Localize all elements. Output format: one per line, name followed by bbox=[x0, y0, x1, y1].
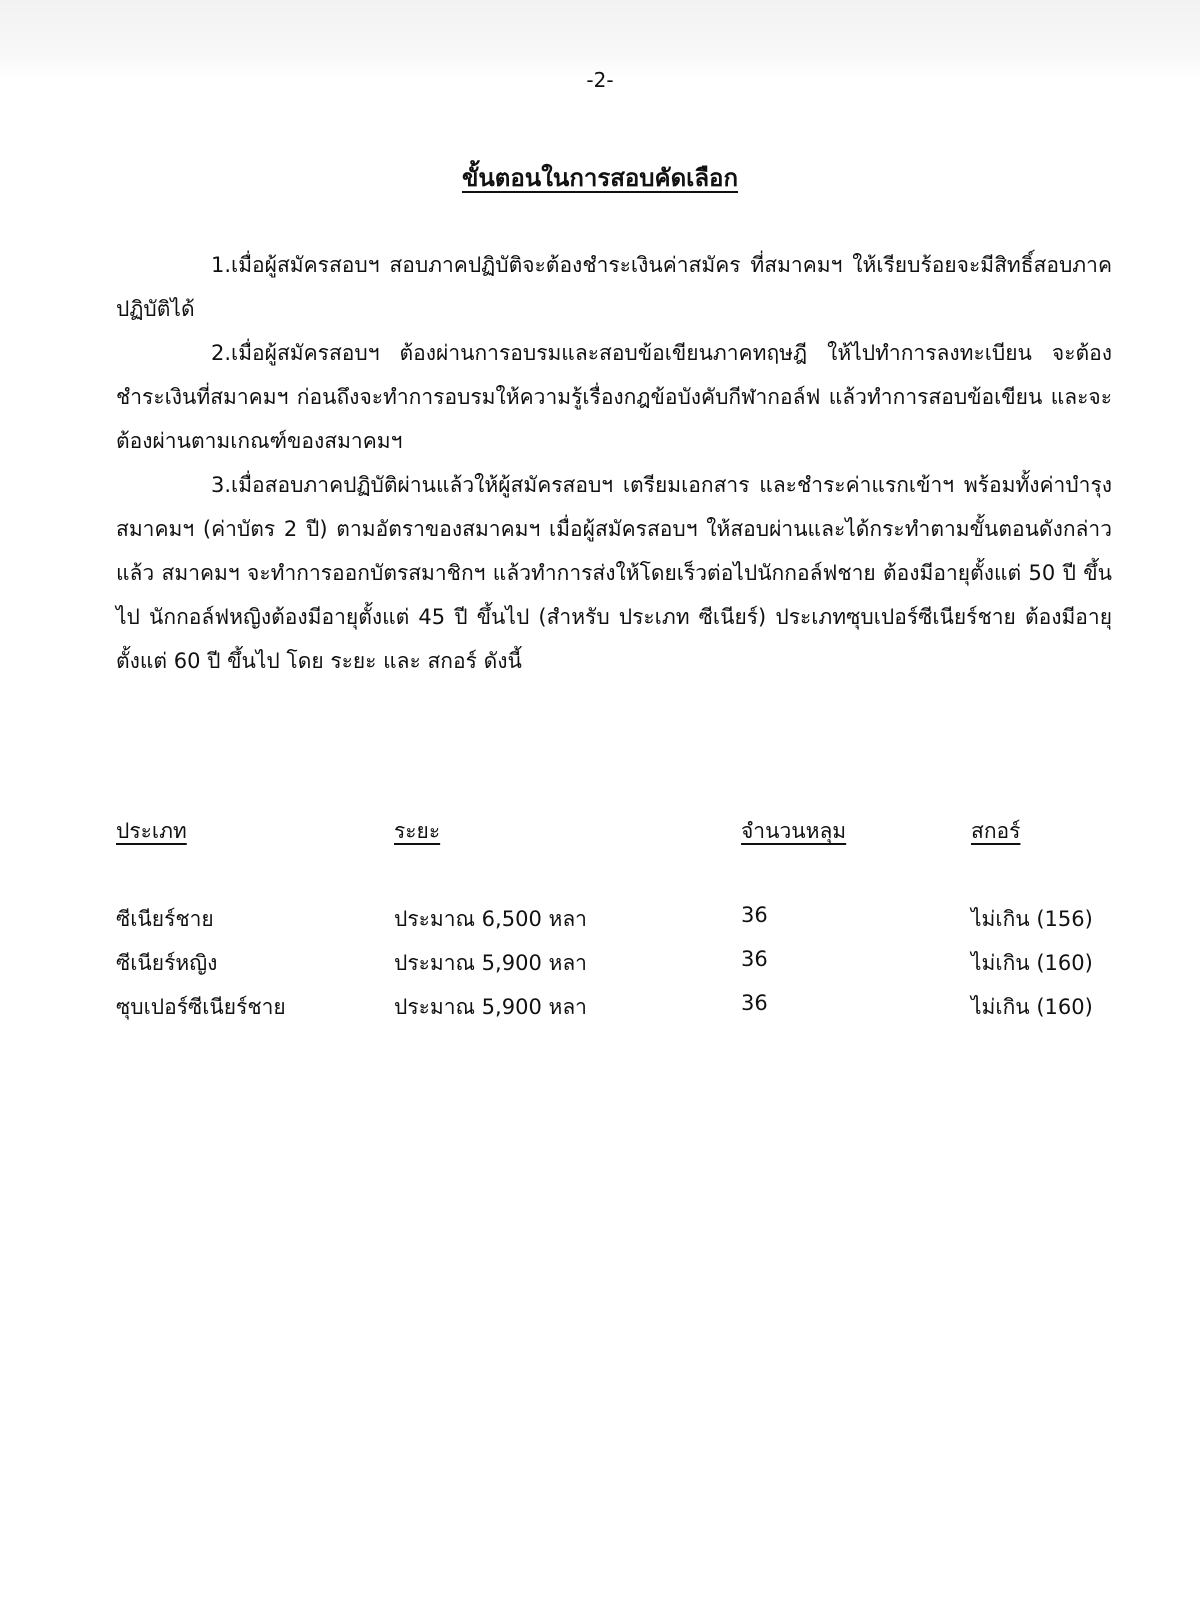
header-holes: จำนวนหลุม bbox=[741, 819, 847, 843]
row-3-holes: 36 bbox=[741, 991, 768, 1015]
header-score: สกอร์ bbox=[971, 819, 1021, 843]
criteria-table bbox=[116, 0, 1112, 1100]
header-distance: ระยะ bbox=[394, 819, 441, 843]
header-category: ประเภท bbox=[116, 819, 187, 843]
paragraph-1: 1.เมื่อผู้สมัครสอบฯ สอบภาคปฏิบัติจะต้องชำระเงินค่าสมัคร ที่สมาคมฯ ให้เรียบร้อยจะมีสิทธิ์สอบภาคปฏิบัติได้ bbox=[116, 253, 1112, 321]
row-3-category: ซุบเปอร์ซีเนียร์ชาย bbox=[116, 995, 286, 1019]
row-3-score: ไม่เกิน (160) bbox=[971, 995, 1093, 1019]
page-title: ขั้นตอนในการสอบคัดเลือก bbox=[461, 164, 739, 192]
row-1-distance: ประมาณ 6,500 หลา bbox=[394, 907, 587, 931]
row-2-category: ซีเนียร์หญิง bbox=[116, 951, 218, 975]
row-2-holes: 36 bbox=[741, 947, 768, 971]
paragraph-3: 3.เมื่อสอบภาคปฏิบัติผ่านแล้วให้ผู้สมัครสอบฯ เตรียมเอกสาร และชำระค่าแรกเข้าฯ พร้อมทั้งค่าบำรุงสมาคมฯ (ค่าบัตร 2 ปี) ตามอัตราของสมาคมฯ เมื่อผู้สมัครสอบฯ ให้สอบผ่านและได้กระทำตามขั้นตอนดังกล่าวแล้ว สมาคมฯ จะทำการออกบัตรสมาชิกฯ แล้วทำการส่งให้โดยเร็วต่อไปนักกอล์ฟชาย ต้องมีอายุตั้งแต่ 50 ปี ขึ้นไป นักกอล์ฟหญิงต้องมีอายุตั้งแต่ 45 ปี ขึ้นไป (สำหรับ ประเภท ซีเนียร์) ประเภทซุบเปอร์ซีเนียร์ชาย ต้องมีอายุ ตั้งแต่ 60 ปี ขึ้นไป โดย ระยะ และ สกอร์ ดังนี้ bbox=[116, 473, 1112, 673]
row-3-distance: ประมาณ 5,900 หลา bbox=[394, 995, 587, 1019]
row-1-holes: 36 bbox=[741, 903, 768, 927]
paragraph-2: 2.เมื่อผู้สมัครสอบฯ ต้องผ่านการอบรมและสอบข้อเขียนภาคทฤษฎี ให้ไปทำการลงทะเบียน จะต้องชำระเงินที่สมาคมฯ ก่อนถึงจะทำการอบรมให้ความรู้เรื่องกฎข้อบังคับกีฬากอล์ฟ แล้วทำการสอบข้อเขียน และจะต้องผ่านตามเกณฑ์ของสมาคมฯ bbox=[116, 341, 1112, 453]
row-1-category: ซีเนียร์ชาย bbox=[116, 907, 214, 931]
page-number: -2- bbox=[586, 68, 614, 92]
row-2-score: ไม่เกิน (160) bbox=[971, 951, 1093, 975]
row-2-distance: ประมาณ 5,900 หลา bbox=[394, 951, 587, 975]
row-1-score: ไม่เกิน (156) bbox=[971, 907, 1093, 931]
